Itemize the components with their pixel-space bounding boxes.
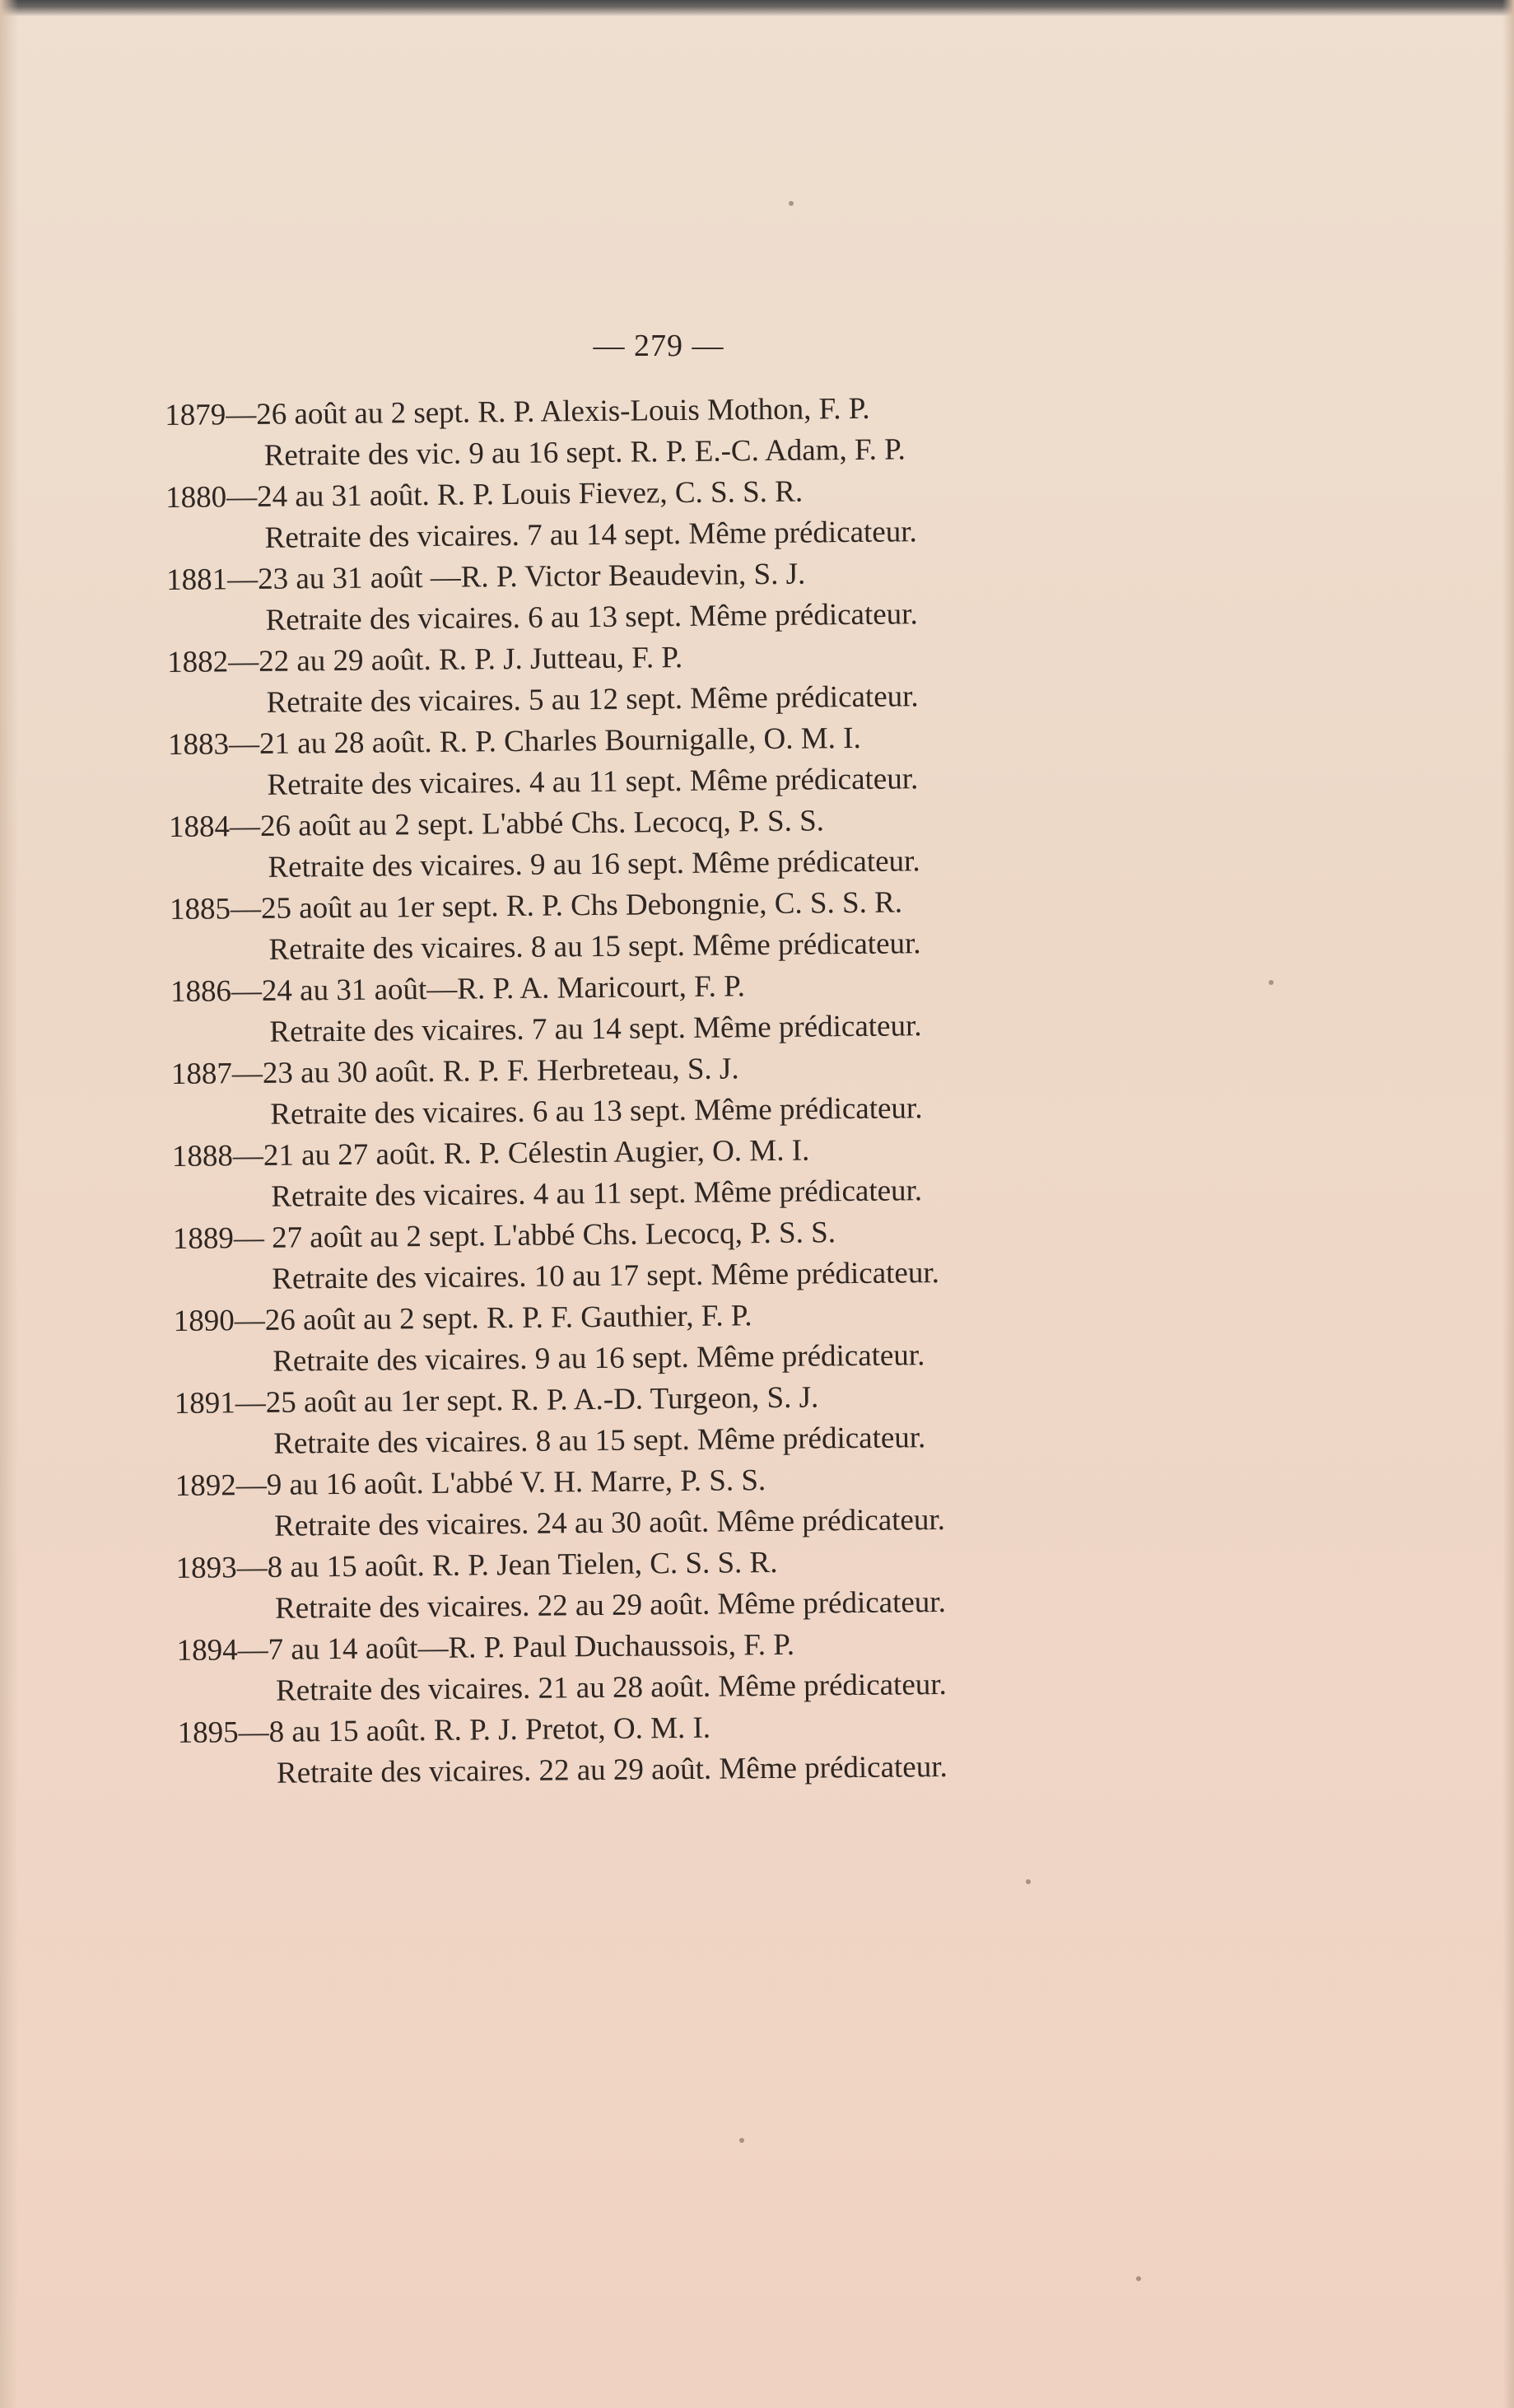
list-item	[168, 716, 1124, 807]
entry-line: 1888—21 au 27 août. R. P. Célestin Augier, O. M. I.	[171, 1133, 810, 1174]
list-item	[175, 1539, 1131, 1631]
entry-line: 1892—9 au 16 août. L'abbé V. H. Marre, P. S. S.	[175, 1463, 766, 1503]
entry-subline: Retraite des vicaires. 8 au 15 sept. Même prédicateur.	[268, 926, 921, 967]
list-item	[170, 963, 1126, 1054]
entry-line: 1884—26 août au 2 sept. L'abbé Chs. Lecocq, P. S. S.	[168, 804, 825, 844]
list-item	[169, 798, 1125, 889]
entry-subline: Retraite des vicaires. 10 au 17 sept. Même prédicateur.	[272, 1256, 940, 1296]
entry-line: 1893—8 au 15 août. R. P. Jean Tielen, C. S. S. R.	[175, 1545, 778, 1585]
entry-subline: Retraite des vic. 9 au 16 sept. R. P. E.-C. Adam, F. P.	[263, 432, 906, 473]
entry-line: 1895—8 au 15 août. R. P. J. Pretot, O. M. I.	[177, 1710, 711, 1750]
scan-right-edge	[1502, 0, 1514, 2408]
paper-speck	[1136, 2276, 1141, 2281]
list-item	[172, 1127, 1128, 1219]
entry-line: 1880—24 au 31 août. R. P. Louis Fievez, C. S. S. R.	[165, 474, 804, 515]
list-item	[165, 469, 1121, 560]
entry-subline: Retraite des vicaires. 4 au 11 sept. Même prédicateur.	[267, 762, 919, 802]
entry-line: 1891—25 août au 1er sept. R. P. A.-D. Turgeon, S. J.	[174, 1380, 819, 1421]
entry-subline: Retraite des vicaires. 24 au 30 août. Même prédicateur.	[273, 1502, 946, 1543]
entry-line: 1889— 27 août au 2 sept. L'abbé Chs. Lecocq, P. S. S.	[172, 1216, 836, 1256]
paper-speck	[1026, 1879, 1031, 1884]
entry-line: 1879—26 août au 2 sept. R. P. Alexis-Louis Mothon, F. P.	[165, 391, 870, 432]
entry-line: 1886—24 au 31 août—R. P. A. Maricourt, F. P.	[170, 969, 746, 1009]
list-item	[173, 1210, 1129, 1301]
entry-subline: Retraite des vicaires. 7 au 14 sept. Même prédicateur.	[269, 1009, 922, 1049]
list-item	[166, 551, 1122, 642]
list-item	[167, 633, 1123, 725]
entry-subline: Retraite des vicaires. 6 au 13 sept. Même prédicateur.	[265, 597, 918, 637]
entry-subline: Retraite des vicaires. 5 au 12 sept. Même prédicateur.	[266, 679, 919, 720]
entry-line: 1881—23 au 31 août —R. P. Victor Beaudevin, S. J.	[165, 557, 806, 597]
paper-speck	[789, 201, 794, 206]
list-item	[171, 1045, 1127, 1136]
list-item	[165, 386, 1120, 478]
entry-subline: Retraite des vicaires. 9 au 16 sept. Même prédicateur.	[268, 844, 920, 884]
retreat-list	[165, 386, 1133, 1795]
entry-line: 1885—25 août au 1er sept. R. P. Chs Debongnie, C. S. S. R.	[169, 885, 903, 926]
entry-subline: Retraite des vicaires. 4 au 11 sept. Même prédicateur.	[271, 1174, 923, 1214]
list-item	[177, 1704, 1133, 1795]
page-number: — 279 —	[593, 329, 724, 363]
entry-line: 1887—23 au 30 août. R. P. F. Herbreteau, S. J.	[170, 1052, 739, 1091]
entry-line: 1883—21 au 28 août. R. P. Charles Bournigalle, O. M. I.	[167, 721, 861, 762]
entry-subline: Retraite des vicaires. 7 au 14 sept. Même prédicateur.	[264, 515, 917, 555]
list-item	[174, 1292, 1130, 1384]
paper-speck	[739, 2138, 744, 2143]
entry-subline: Retraite des vicaires. 21 au 28 août. Même prédicateur.	[275, 1667, 948, 1708]
entry-line: 1882—22 au 29 août. R. P. J. Jutteau, F. P.	[166, 640, 683, 679]
entry-subline: Retraite des vicaires. 6 au 13 sept. Même prédicateur.	[270, 1091, 923, 1132]
entry-subline: Retraite des vicaires. 8 au 15 sept. Même prédicateur.	[273, 1421, 926, 1461]
entry-subline: Retraite des vicaires. 9 au 16 sept. Même prédicateur.	[273, 1338, 925, 1379]
entry-line: 1894—7 au 14 août—R. P. Paul Duchaussois, F. P.	[176, 1627, 795, 1668]
paper-speck	[1269, 980, 1274, 985]
list-item	[170, 880, 1125, 972]
list-item	[175, 1457, 1130, 1548]
list-item	[175, 1374, 1130, 1466]
entry-subline: Retraite des vicaires. 22 au 29 août. Même prédicateur.	[276, 1749, 948, 1790]
list-item	[176, 1622, 1132, 1713]
entry-line: 1890—26 août au 2 sept. R. P. F. Gauthier, F. P.	[173, 1299, 752, 1338]
entry-subline: Retraite des vicaires. 22 au 29 août. Même prédicateur.	[274, 1584, 947, 1626]
scan-top-edge	[0, 0, 1514, 16]
